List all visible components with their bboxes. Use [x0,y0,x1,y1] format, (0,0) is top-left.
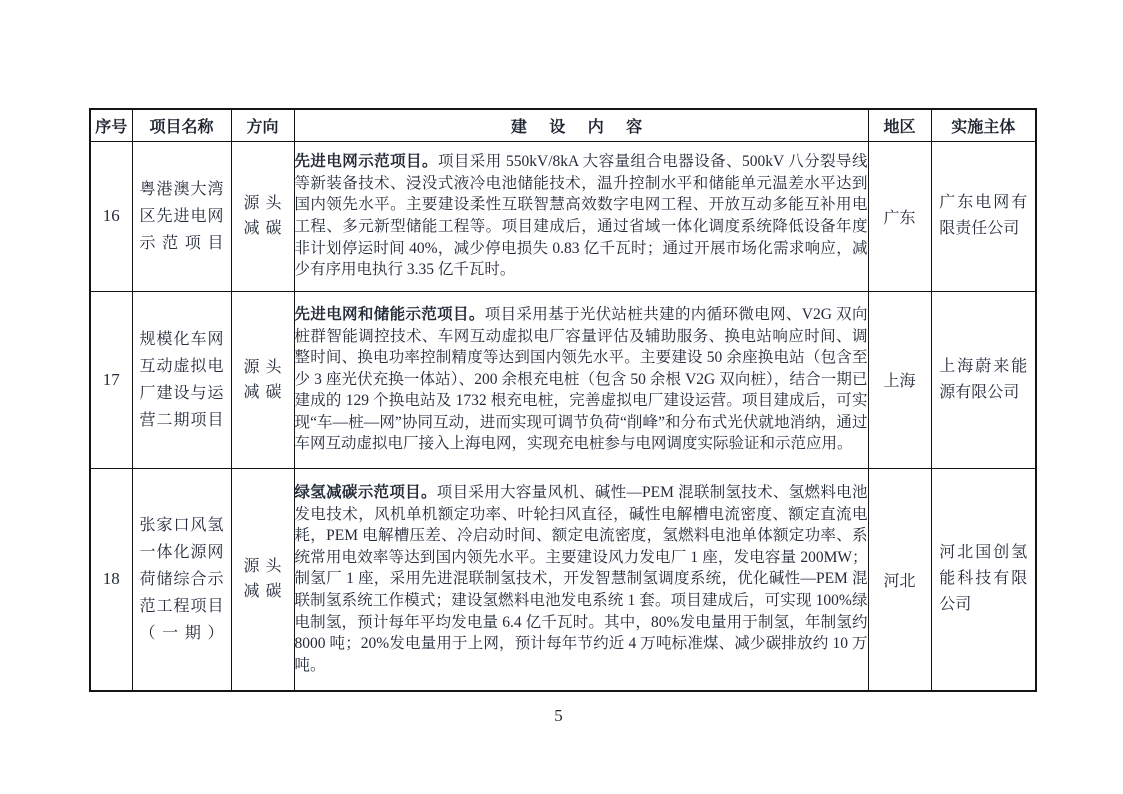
header-project-name: 项目名称 [132,109,231,141]
construction-content-cell [294,291,868,468]
project-name: 粤港澳大湾区先进电网示范项目 [139,180,224,252]
project-name-cell [132,468,231,691]
project-name: 规模化车网互动虚拟电厂建设与运营二期项目 [139,330,224,429]
table-row [90,468,1036,691]
region: 河北 [868,468,931,691]
direction-cell [231,141,294,291]
project-name-cell [132,291,231,468]
header-entity: 实施主体 [931,109,1036,141]
entity-cell [931,141,1036,291]
projects-table [89,108,1037,692]
region: 上海 [868,291,931,468]
direction-cell [231,468,294,691]
page-number: 5 [554,706,563,725]
entity: 河北国创氢能科技有限公司 [939,544,1028,614]
project-name: 张家口风氢一体化源网荷储综合示范工程项目（一期） [139,516,224,642]
construction-content-cell [294,141,868,291]
project-name-cell [132,141,231,291]
content-lead: 先进电网示范项目。 [294,153,438,171]
header-index: 序号 [90,109,132,141]
table-row [90,141,1036,291]
region: 广东 [868,141,931,291]
content-lead: 绿氢减碳示范项目。 [294,484,437,502]
construction-content-cell [294,468,868,691]
direction: 源头减碳 [243,558,282,601]
table-row [90,291,1036,468]
header-direction: 方向 [231,109,294,141]
row-index: 16 [90,141,132,291]
direction-cell [231,291,294,468]
content-body: 项目采用基于光伏站桩共建的内循环微电网、V2G 双向桩群智能调控技术、车网互动虚拟电厂容量评估及辅助服务、换电站响应时间、调整时间、换电功率控制精度等达到国内领先水平。主要建设 50 余座换电站（包含至少 3 座光伏充换一体站）、200 余根充电桩（包含 50 余根 V2G 双向桩），结合一期已建成的 129 个换电站及 1732 根充电桩，完善虚拟电厂建设运营。项目建成后，可实现“车—桩—网”协同互动，进而实现可调节负荷“削峰”和分布式光伏就地消纳，通过车网互动虚拟电厂接入上海电网，实现充电桩参与电网调度实际验证和示范应用。 [294,305,868,453]
entity: 上海蔚来能源有限公司 [939,357,1028,401]
content-body: 项目采用大容量风机、碱性—PEM 混联制氢技术、氢燃料电池发电技术，风机单机额定功率、叶轮扫风直径，碱性电解槽电流密度、额定直流电耗，PEM 电解槽压差、冷启动时间、额定电流密度，氢燃料电池单体额定功率、系统常用电效率等达到国内领先水平。主要建设风力发电厂 1 座，发电容量 200MW；制氢厂 1 座，采用先进混联制氢技术，开发智慧制氢调度系统，优化碱性—PEM 混联制氢系统工作模式；建设氢燃料电池发电系统 1 套。项目建成后，可实现 100%绿电制氢，预计每年平均发电量 6.4 亿千瓦时。其中，80%发电量用于制氢，年制氢约 8000 吨；20%发电量用于上网，预计每年节约近 4 万吨标准煤、减少碳排放约 10 万吨。 [294,484,868,674]
row-index: 18 [90,468,132,691]
row-index: 17 [90,291,132,468]
table-header-row [90,109,1036,141]
content-lead: 先进电网和储能示范项目。 [294,305,485,323]
direction: 源头减碳 [243,358,282,401]
direction: 源头减碳 [243,195,282,237]
header-content: 建 设 内 容 [294,109,868,141]
entity: 广东电网有限责任公司 [939,194,1028,237]
entity-cell [931,291,1036,468]
content-body: 项目采用 550kV/8kA 大容量组合电器设备、500kV 八分裂导线等新装备技术、浸没式液冷电池储能技术，温升控制水平和储能单元温差水平达到国内领先水平。主要建设柔性互联智慧高效数字电网工程、开放互动多能互补用电工程、多元新型储能工程等。项目建成后，通过省域一体化调度系统降低设备年度非计划停运时间 40%，减少停电损失 0.83 亿千瓦时；通过开展市场化需求响应，减少有序用电执行 3.35 亿千瓦时。 [294,153,868,279]
entity-cell [931,468,1036,691]
header-region: 地区 [868,109,931,141]
